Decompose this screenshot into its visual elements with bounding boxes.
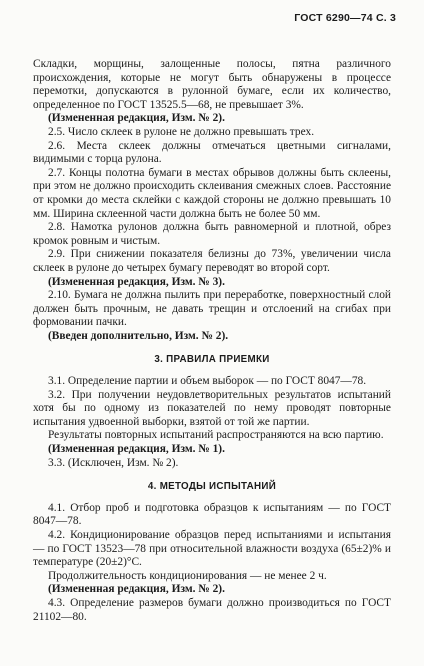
section-heading-acceptance: 3. ПРАВИЛА ПРИЕМКИ bbox=[154, 354, 270, 366]
document-body bbox=[33, 58, 391, 624]
clause-4-2-cont: Продолжительность кондиционирования — не менее 2 ч. bbox=[48, 569, 327, 582]
amendment-note: (Измененная редакция, Изм. № 3). bbox=[48, 275, 225, 288]
amendment-note: (Введен дополнительно, Изм. № 2). bbox=[48, 329, 229, 342]
clause-2-6: 2.6. Места склеек должны отмечаться цветными сигналами, видимыми с торца рулона. bbox=[33, 139, 391, 166]
amendment-note: (Измененная редакция, Изм. № 1). bbox=[48, 443, 225, 456]
clause-2-8: 2.8. Намотка рулонов должна быть равномерной и плотной, обрез кромок ровным и чистым. bbox=[33, 221, 391, 247]
section-heading-test-methods: 4. МЕТОДЫ ИСПЫТАНИЙ bbox=[147, 481, 277, 493]
paragraph-defects: Складки, морщины, залощенные полосы, пятна различного происхождения, которые не могут быть обнаружены в процессе перемотки, допускаются в рулонной бумаге, если их количество, определенное по ГОСТ 13525.5—68, не превышает 3%. bbox=[33, 58, 391, 111]
clause-2-9: 2.9. При снижении показателя белизны до 73%, увеличении числа склеек в рулоне до четырех бумагу переводят во второй сорт. bbox=[33, 248, 391, 274]
clause-4-1: 4.1. Отбор проб и подготовка образцов к испытаниям — по ГОСТ 8047—78. bbox=[33, 501, 391, 528]
clause-4-2: 4.2. Кондиционирование образцов перед испытаниями и испытания — по ГОСТ 13523—78 при относительной влажности воздуха (65±2)% и температуре (20±2)°С. bbox=[33, 529, 391, 569]
clause-3-3: 3.3. (Исключен, Изм. № 2). bbox=[48, 456, 179, 469]
clause-2-5: 2.5. Число склеек в рулоне не должно превышать трех. bbox=[48, 125, 315, 138]
clause-2-7: 2.7. Концы полотна бумаги в местах обрывов должны быть склеены, при этом не должно происходить склеивания смежных слоев. Расстояние от кромки до места склейки с каждой стороны не должно превышать 10 мм. Ширина склеенной части должна быть не более 50 мм. bbox=[33, 166, 391, 220]
page-header: ГОСТ 6290—74 С. 3 bbox=[294, 12, 396, 24]
clause-3-2: 3.2. При получении неудовлетворительных результатов испытаний хотя бы по одному из показателей по нему проводят повторные испытания удвоенной выборки, взятой от той же партии. bbox=[33, 388, 391, 428]
clause-4-3: 4.3. Определение размеров бумаги должно производиться по ГОСТ 21102—80. bbox=[33, 596, 391, 623]
amendment-note: (Измененная редакция, Изм. № 2). bbox=[48, 112, 225, 125]
clause-2-10: 2.10. Бумага не должна пылить при переработке, поверхностный слой должен быть прочным, не давать трещин и отслоений на сгибах при формовании пачки. bbox=[33, 289, 391, 329]
clause-3-2-cont: Результаты повторных испытаний распространяются на всю партию. bbox=[48, 429, 384, 442]
amendment-note: (Измененная редакция, Изм. № 2). bbox=[48, 583, 225, 596]
clause-3-1: 3.1. Определение партии и объем выборок — по ГОСТ 8047—78. bbox=[48, 375, 367, 388]
